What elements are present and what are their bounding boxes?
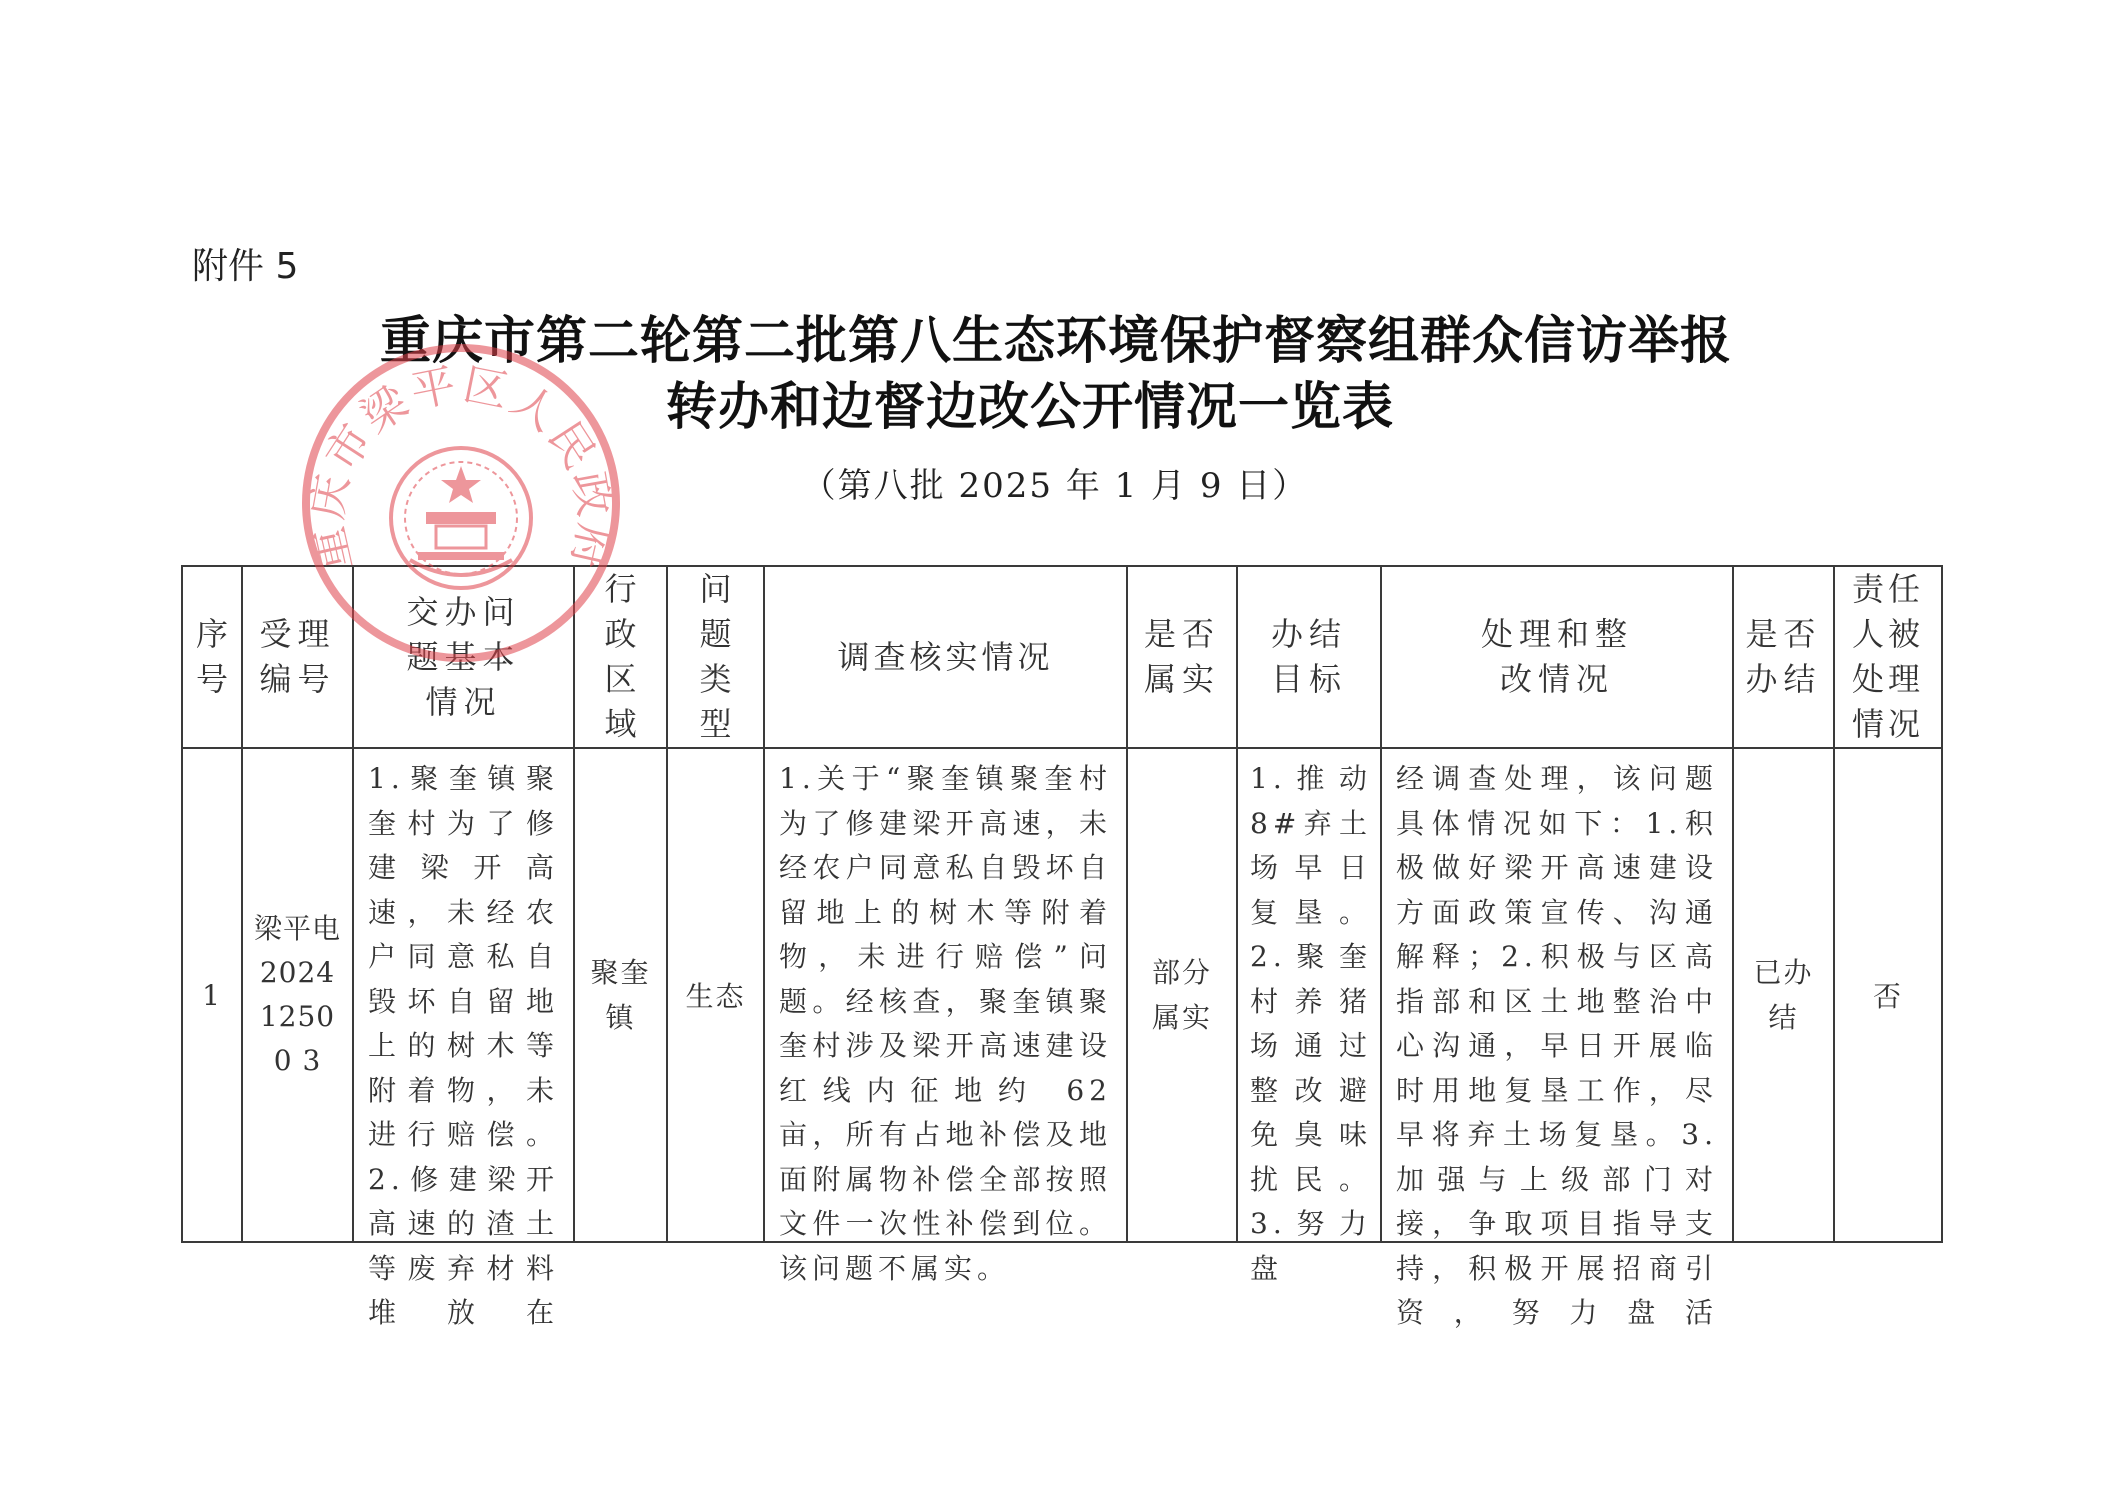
header-region: 行政区域 <box>574 566 667 748</box>
header-handling: 处理和整改情况 <box>1381 566 1733 748</box>
header-is-closed: 是否办结 <box>1733 566 1834 748</box>
header-goal: 办结目标 <box>1237 566 1381 748</box>
document-subtitle: （第八批 2025 年 1 月 9 日） <box>801 466 1309 506</box>
cell-type: 生态 <box>667 748 764 1242</box>
cell-case-no: 梁平电202412500 3 <box>242 748 353 1242</box>
header-case-no: 受理编号 <box>242 566 353 748</box>
attachment-label: 附件 5 <box>192 246 299 287</box>
seal-text: 重庆市梁平区人民政府 <box>301 359 621 577</box>
header-is-true: 是否属实 <box>1127 566 1237 748</box>
table-row <box>182 748 1942 1242</box>
cell-region: 聚奎镇 <box>574 748 667 1242</box>
cell-goal: 1.推动 8#弃土场早日复垦。2.聚奎村养猪场通过整改避免臭味扰民。3.努力盘 <box>1237 748 1381 1242</box>
cell-is-true: 部分属实 <box>1127 748 1237 1242</box>
cell-handling: 经调查处理，该问题具体情况如下：1.积极做好梁开高速建设方面政策宣传、沟通解释；2.积极与区高指部和区土地整治中心沟通，早日开展临时用地复垦工作，尽早将弃土场复垦。3.加强与上级部门对接，争取项目指导支持，积极开展招商引资，努力盘活 <box>1381 748 1733 1242</box>
cell-issue: 1.聚奎镇聚奎村为了修建梁开高速，未经农户同意私自毁坏自留地上的树木等附着物，未进行赔偿。2.修建梁开高速的渣土等废弃材料堆放在 <box>353 748 574 1242</box>
cell-accountability: 否 <box>1834 748 1942 1242</box>
cell-is-closed: 已办结 <box>1733 748 1834 1242</box>
cell-seq: 1 <box>182 748 242 1242</box>
header-issue: 交办问题基本情况 <box>353 566 574 748</box>
header-type: 问题类型 <box>667 566 764 748</box>
document-title-line2: 转办和边督边改公开情况一览表 <box>665 378 1394 437</box>
cell-investigation: 1.关于“聚奎镇聚奎村为了修建梁开高速，未经农户同意私自毁坏自留地上的树木等附着物，未进行赔偿”问题。经核查，聚奎镇聚奎村涉及梁开高速建设红线内征地约 62 亩，所有占地补偿及地面附属物补偿全部按照文件一次性补偿到位。该问题不属实。 <box>764 748 1127 1242</box>
report-table <box>181 565 1943 1329</box>
document-title-line1: 重庆市第二轮第二批第八生态环境保护督察组群众信访举报 <box>379 312 1732 371</box>
table-header-row <box>182 566 1942 748</box>
header-seq: 序号 <box>182 566 242 748</box>
header-investigation: 调查核实情况 <box>764 566 1127 748</box>
header-accountability: 责任人被处理情况 <box>1834 566 1942 748</box>
